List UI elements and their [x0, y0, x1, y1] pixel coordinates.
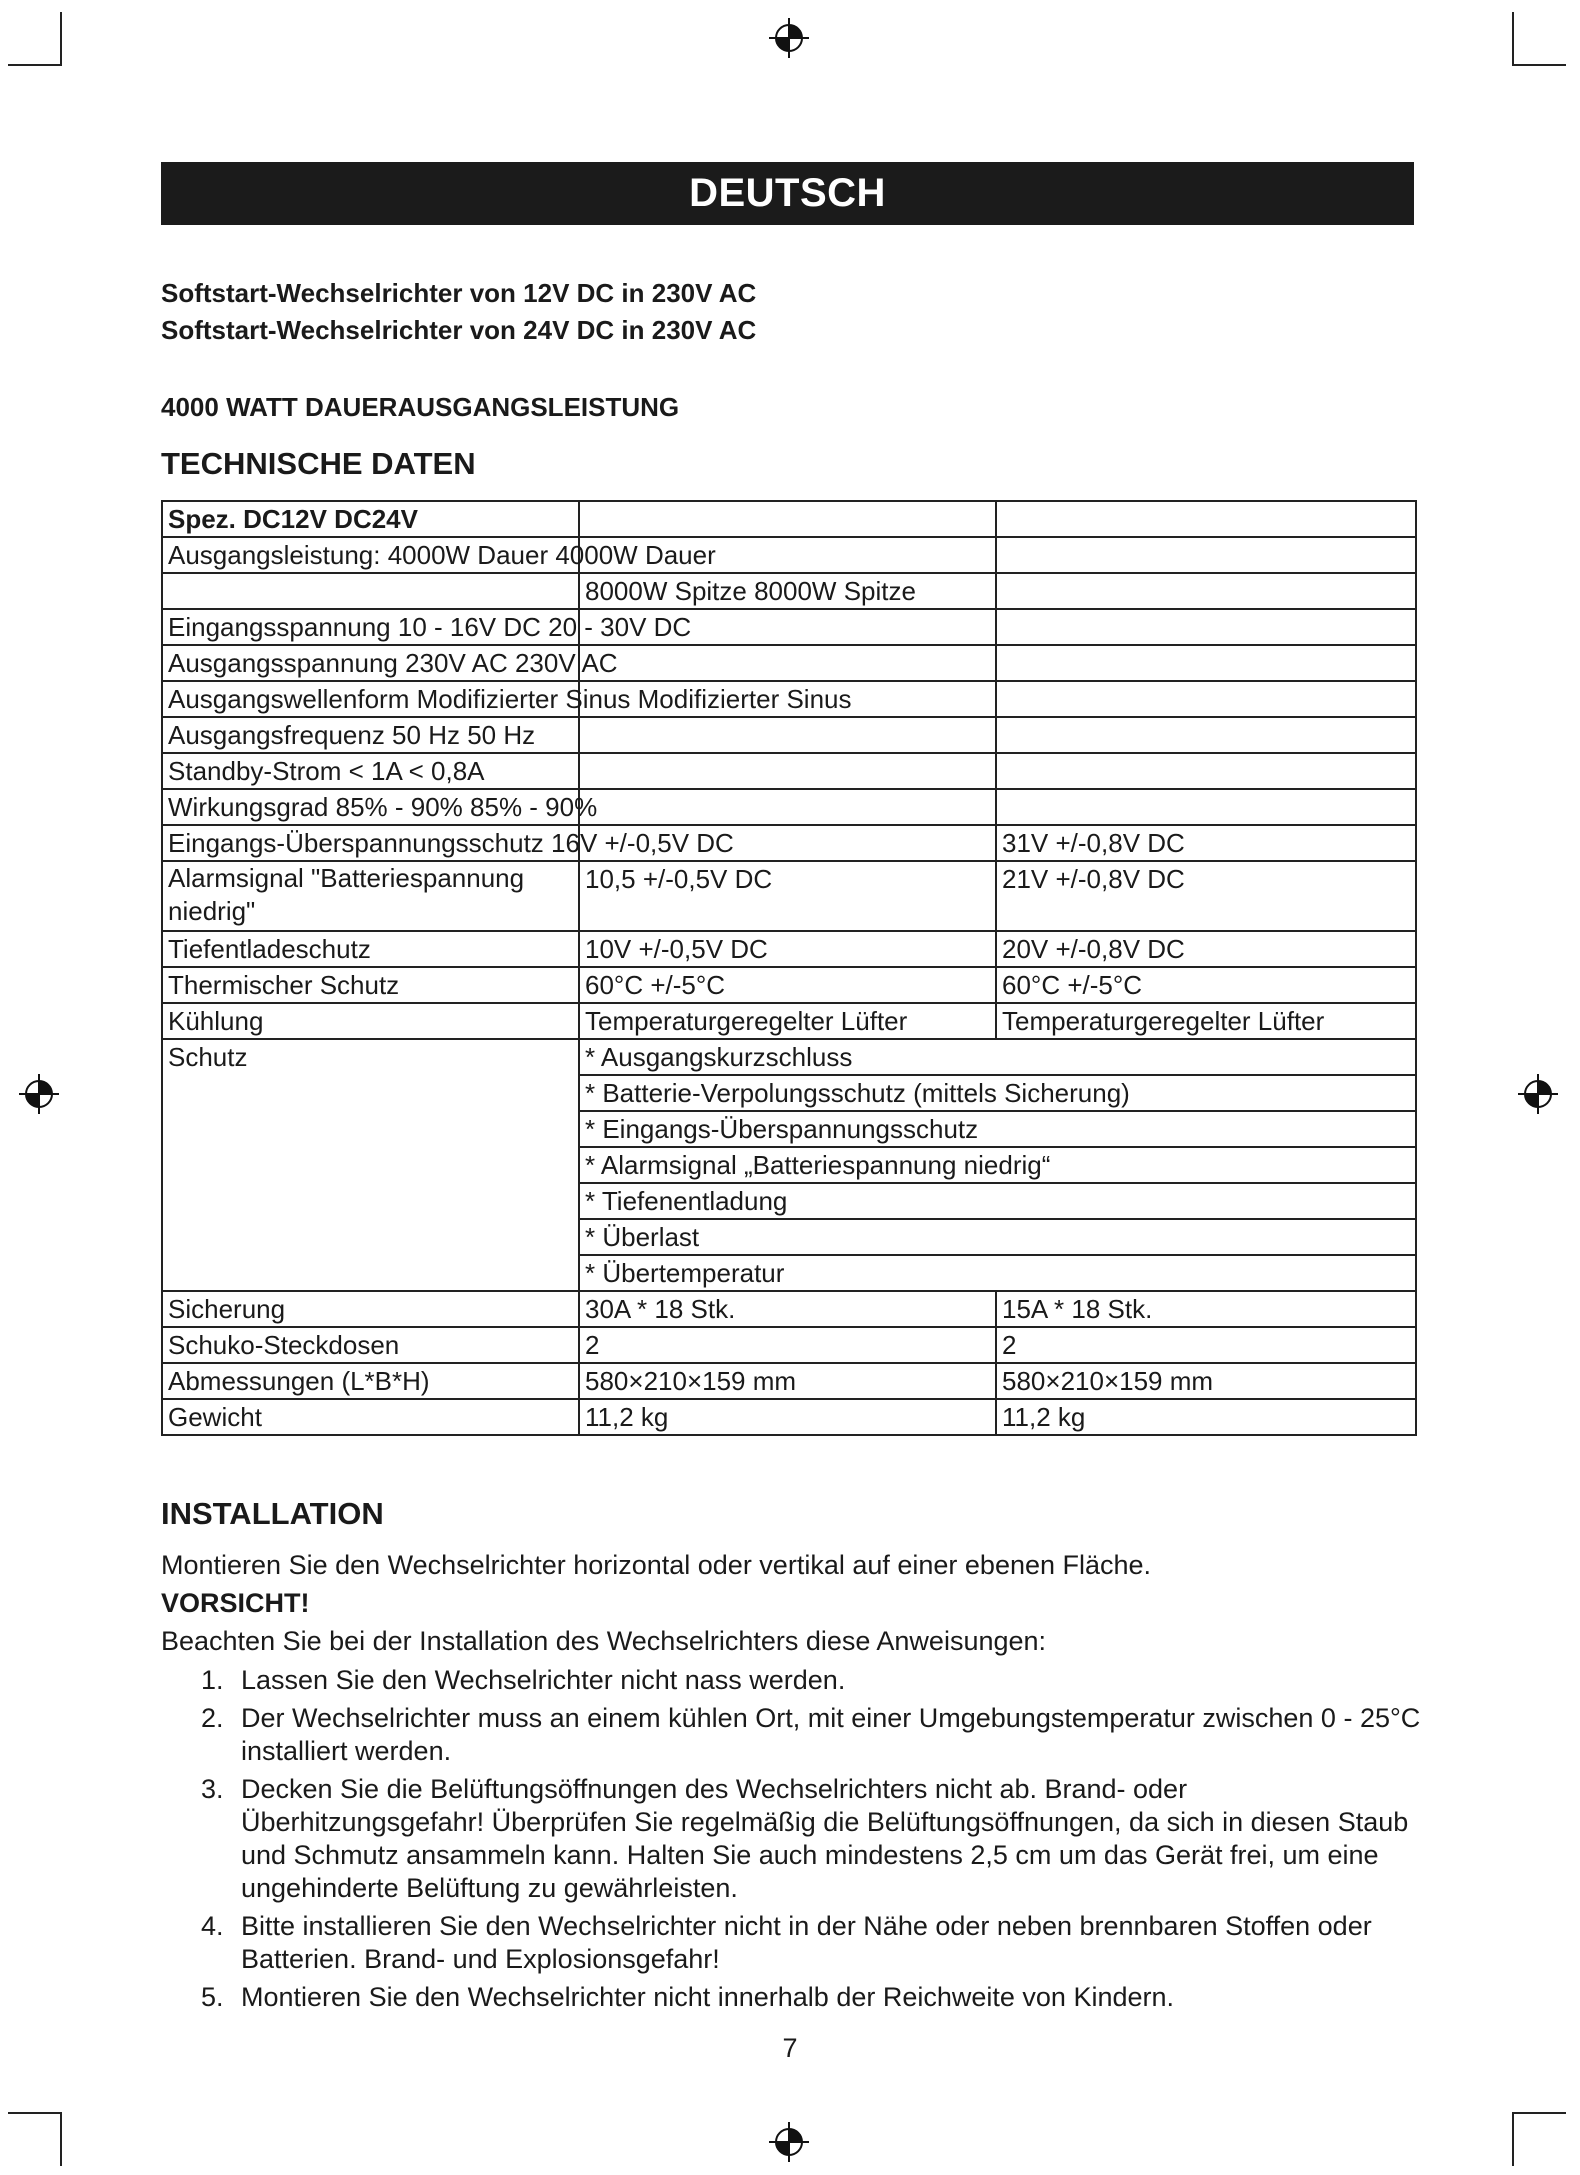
table-cell: 580×210×159 mm — [996, 1363, 1416, 1399]
protection-item: * Batterie-Verpolungsschutz (mittels Sicherung) — [579, 1075, 1416, 1111]
registration-mark-icon — [17, 1072, 61, 1116]
table-row — [162, 537, 1416, 573]
crop-mark-bottom-right — [1512, 2112, 1566, 2166]
table-row — [162, 1399, 1416, 1435]
table-cell: Eingangsspannung 10 - 16V DC 20 - 30V DC — [162, 609, 579, 645]
table-cell: 60°C +/-5°C — [996, 967, 1416, 1003]
table-cell: 11,2 kg — [996, 1399, 1416, 1435]
table-row — [162, 967, 1416, 1003]
table-cell: 10V +/-0,5V DC — [579, 931, 996, 967]
table-cell: 30A * 18 Stk. — [579, 1291, 996, 1327]
crop-mark-top-left — [8, 12, 62, 66]
crop-mark-bottom-left — [8, 2112, 62, 2166]
step-number: 3. — [201, 1774, 224, 1804]
instructions-lead: Beachten Sie bei der Installation des Wechselrichters diese Anweisungen: — [161, 1626, 1047, 1656]
crop-mark-top-right — [1512, 12, 1566, 66]
step-number: 1. — [201, 1665, 224, 1695]
step-number: 5. — [201, 1982, 224, 2012]
table-cell: Standby-Strom < 1A < 0,8A — [162, 753, 579, 789]
table-row — [162, 861, 1416, 931]
table-cell: 2 — [579, 1327, 996, 1363]
table-cell: 11,2 kg — [579, 1399, 996, 1435]
spec-table — [161, 500, 1417, 1436]
table-cell: 20V +/-0,8V DC — [996, 931, 1416, 967]
table-row — [162, 609, 1416, 645]
installation-heading: INSTALLATION — [161, 1496, 384, 1531]
step-text: Bitte installieren Sie den Wechselrichter nicht in der Nähe oder neben brennbaren Stoffen oder Batterien. Brand- und Explosionsgefahr! — [241, 1911, 1372, 1974]
table-cell: 60°C +/-5°C — [579, 967, 996, 1003]
table-cell: 31V +/-0,8V DC — [996, 825, 1416, 861]
table-row — [162, 1327, 1416, 1363]
table-cell: Wirkungsgrad 85% - 90% 85% - 90% — [162, 789, 579, 825]
table-row — [162, 681, 1416, 717]
table-cell: 15A * 18 Stk. — [996, 1291, 1416, 1327]
step-number: 4. — [201, 1911, 224, 1941]
step-text: Decken Sie die Belüftungsöffnungen des Wechselrichters nicht ab. Brand- oder Überhitzungsgefahr! Überprüfen Sie regelmäßig die Belüftungsöffnungen, da sich in diesen Staub und Schmutz ansammeln kann. Halten Sie auch mindestens 2,5 cm um das Gerät frei, um eine ungehinderte Belüftung zu gewährleisten. — [241, 1774, 1409, 1903]
table-row — [162, 1291, 1416, 1327]
language-banner: DEUTSCH — [161, 162, 1414, 225]
table-cell: Gewicht — [162, 1399, 579, 1435]
protection-item: * Eingangs-Überspannungsschutz — [579, 1111, 1416, 1147]
registration-mark-icon — [1516, 1072, 1560, 1116]
table-cell: Thermischer Schutz — [162, 967, 579, 1003]
table-cell: Temperaturgeregelter Lüfter — [579, 1003, 996, 1039]
table-cell: 8000W Spitze 8000W Spitze — [579, 573, 996, 609]
table-row — [162, 717, 1416, 753]
step-text: Lassen Sie den Wechselrichter nicht nass werden. — [241, 1665, 846, 1695]
table-cell: Tiefentladeschutz — [162, 931, 579, 967]
table-cell: 2 — [996, 1327, 1416, 1363]
table-cell: Schuko-Steckdosen — [162, 1327, 579, 1363]
table-row — [162, 753, 1416, 789]
table-cell: Abmessungen (L*B*H) — [162, 1363, 579, 1399]
table-cell: Ausgangswellenform Modifizierter Sinus Modifizierter Sinus — [162, 681, 579, 717]
table-row — [162, 1039, 1416, 1075]
registration-mark-icon — [767, 16, 811, 60]
table-row — [162, 501, 1416, 537]
table-cell: Ausgangsfrequenz 50 Hz 50 Hz — [162, 717, 579, 753]
table-cell: 580×210×159 mm — [579, 1363, 996, 1399]
installation-steps — [161, 1664, 1421, 2019]
list-item — [161, 1664, 1421, 1697]
list-item — [161, 1702, 1421, 1768]
registration-mark-icon — [767, 2120, 811, 2164]
protection-label-cell: Schutz — [162, 1039, 579, 1291]
protection-item: * Ausgangskurzschluss — [579, 1039, 1416, 1075]
table-row — [162, 931, 1416, 967]
step-text: Der Wechselrichter muss an einem kühlen Ort, mit einer Umgebungstemperatur zwischen 0 - 25°C installiert werden. — [241, 1703, 1421, 1766]
caution-label: VORSICHT! — [161, 1588, 310, 1618]
step-text: Montieren Sie den Wechselrichter nicht innerhalb der Reichweite von Kindern. — [241, 1982, 1175, 2012]
table-row — [162, 645, 1416, 681]
list-item — [161, 1773, 1421, 1905]
page-number: 7 — [782, 2033, 798, 2063]
table-cell: Ausgangsleistung: 4000W Dauer 4000W Dauer — [162, 537, 579, 573]
table-cell: Sicherung — [162, 1291, 579, 1327]
table-cell: Ausgangsspannung 230V AC 230V AC — [162, 645, 579, 681]
table-row — [162, 789, 1416, 825]
table-cell: Eingangs-Überspannungsschutz 16V +/-0,5V DC — [162, 825, 579, 861]
table-cell: 21V +/-0,8V DC — [996, 861, 1416, 931]
protection-item: * Alarmsignal „Batteriespannung niedrig“ — [579, 1147, 1416, 1183]
product-line-24v: Softstart-Wechselrichter von 24V DC in 230V AC — [161, 315, 757, 345]
power-heading: 4000 WATT DAUERAUSGANGSLEISTUNG — [161, 392, 680, 422]
list-item — [161, 1981, 1421, 2014]
protection-item: * Übertemperatur — [579, 1255, 1416, 1291]
table-cell: Alarmsignal "Batteriespannung niedrig" — [162, 861, 579, 931]
installation-intro: Montieren Sie den Wechselrichter horizontal oder vertikal auf einer ebenen Fläche. — [161, 1550, 1152, 1580]
product-line-12v: Softstart-Wechselrichter von 12V DC in 230V AC — [161, 278, 757, 308]
step-number: 2. — [201, 1703, 224, 1733]
protection-item: * Tiefenentladung — [579, 1183, 1416, 1219]
tech-data-heading: TECHNISCHE DATEN — [161, 446, 476, 481]
table-cell: 10,5 +/-0,5V DC — [579, 861, 996, 931]
table-row — [162, 573, 1416, 609]
table-cell: Kühlung — [162, 1003, 579, 1039]
table-cell: Temperaturgeregelter Lüfter — [996, 1003, 1416, 1039]
spec-header-cell: Spez. DC12V DC24V — [162, 501, 579, 537]
table-row — [162, 1003, 1416, 1039]
table-row — [162, 825, 1416, 861]
table-row — [162, 1363, 1416, 1399]
list-item — [161, 1910, 1421, 1976]
protection-item: * Überlast — [579, 1219, 1416, 1255]
